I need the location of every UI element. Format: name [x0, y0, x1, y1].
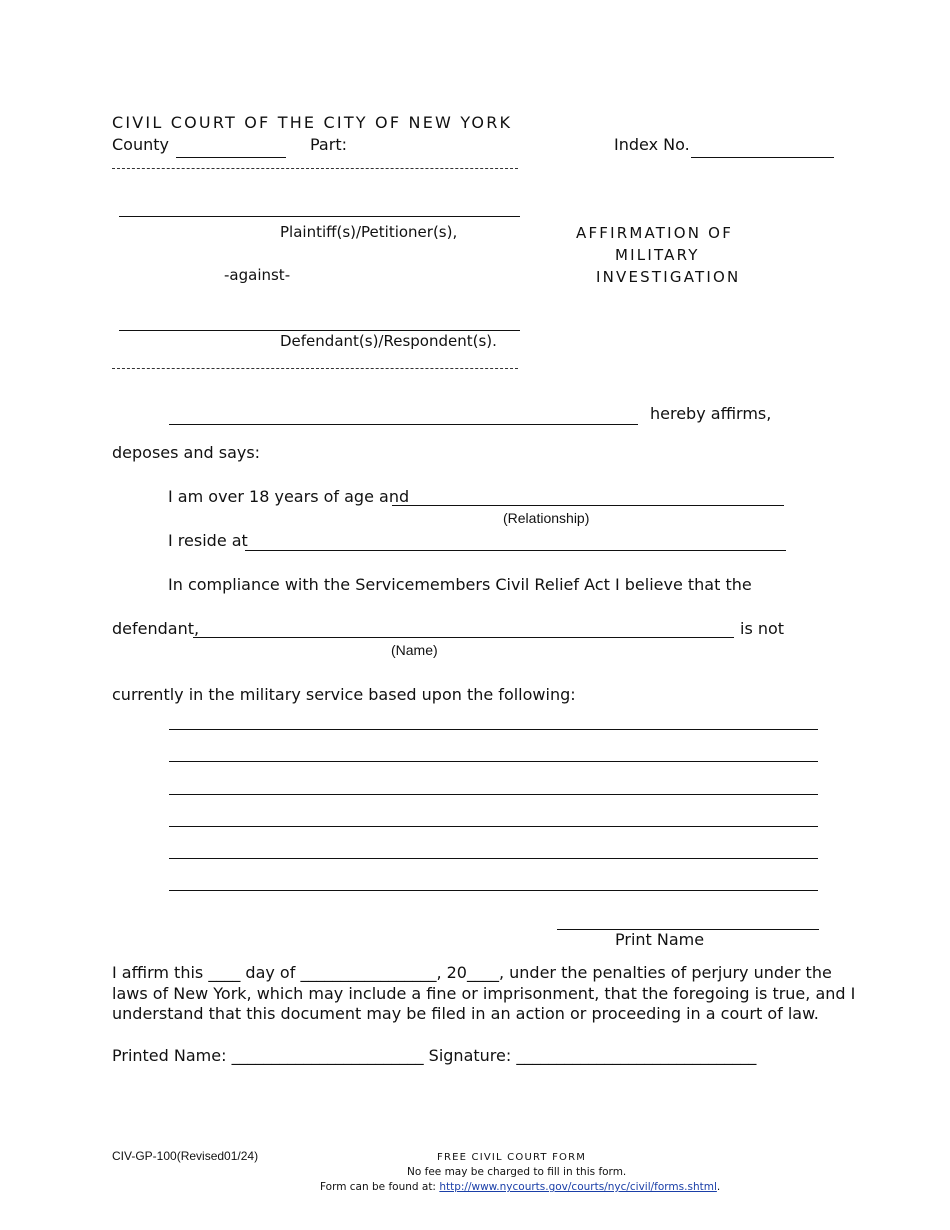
defendant-label: Defendant(s)/Respondent(s). [280, 332, 497, 350]
basis-line-2[interactable] [169, 743, 818, 762]
name-caption: (Name) [391, 642, 438, 658]
doc-title-line1: AFFIRMATION OF [576, 224, 734, 242]
form-location [320, 1181, 720, 1193]
over-18-label: I am over 18 years of age and [168, 487, 410, 506]
court-title: CIVIL COURT OF THE CITY OF NEW YORK [112, 113, 513, 132]
defendant-name-field[interactable] [193, 619, 734, 638]
plaintiff-field[interactable] [119, 198, 520, 217]
relationship-field[interactable] [392, 487, 784, 506]
county-field[interactable] [176, 139, 286, 158]
is-not-text: is not [740, 619, 785, 638]
basis-line-5[interactable] [169, 840, 818, 859]
signature-label[interactable]: Signature: ______________________________ [428, 1046, 757, 1065]
form-code: CIV-GP-100(Revised01/24) [112, 1149, 259, 1163]
compliance-text: In compliance with the Servicemembers Civil Relief Act I believe that the [168, 575, 752, 594]
doc-title-line3: INVESTIGATION [596, 268, 741, 286]
relationship-caption: (Relationship) [503, 510, 590, 526]
against-label: -against- [224, 266, 291, 284]
print-name-field[interactable] [557, 911, 819, 930]
residence-field[interactable] [245, 532, 786, 551]
hereby-affirms-label: hereby affirms, [650, 404, 772, 423]
forms-url-link[interactable]: http://www.nycourts.gov/courts/nyc/civil/forms.shtml [439, 1181, 717, 1193]
printed-name-signature-line[interactable] [112, 1046, 756, 1065]
index-label: Index No. [614, 135, 690, 154]
deposes-label: deposes and says: [112, 443, 261, 462]
defendant-field[interactable] [119, 312, 520, 331]
basis-line-3[interactable] [169, 776, 818, 795]
index-number-field[interactable] [691, 139, 834, 158]
affiant-name-field[interactable] [169, 406, 638, 425]
currently-text: currently in the military service based upon the following: [112, 685, 576, 704]
basis-line-4[interactable] [169, 808, 818, 827]
affirm-line-1: I affirm this ____ day of _________________, 20____, under the penalties of perjury under the [112, 963, 832, 982]
plaintiff-label: Plaintiff(s)/Petitioner(s), [280, 223, 458, 241]
affirm-line-2: laws of New York, which may include a fine or imprisonment, that the foregoing is true, and I [112, 984, 856, 1003]
found-at-text: Form can be found at: [320, 1181, 436, 1193]
county-label: County [112, 135, 169, 154]
period: . [716, 1181, 721, 1193]
basis-line-1[interactable] [169, 711, 818, 730]
reside-at-label: I reside at [168, 531, 248, 550]
defendant-text: defendant, [112, 619, 200, 638]
caption-divider-bottom [112, 368, 518, 369]
free-form-label: FREE CIVIL COURT FORM [437, 1152, 587, 1163]
no-fee-text: No fee may be charged to fill in this form. [407, 1166, 627, 1178]
affirm-line-3: understand that this document may be filed in an action or proceeding in a court of law. [112, 1004, 819, 1023]
print-name-label: Print Name [615, 930, 705, 949]
part-label: Part: [310, 135, 347, 154]
caption-divider-top [112, 168, 518, 169]
doc-title-line2: MILITARY [615, 246, 700, 264]
printed-name-label[interactable]: Printed Name: ________________________ [112, 1046, 424, 1065]
basis-line-6[interactable] [169, 872, 818, 891]
